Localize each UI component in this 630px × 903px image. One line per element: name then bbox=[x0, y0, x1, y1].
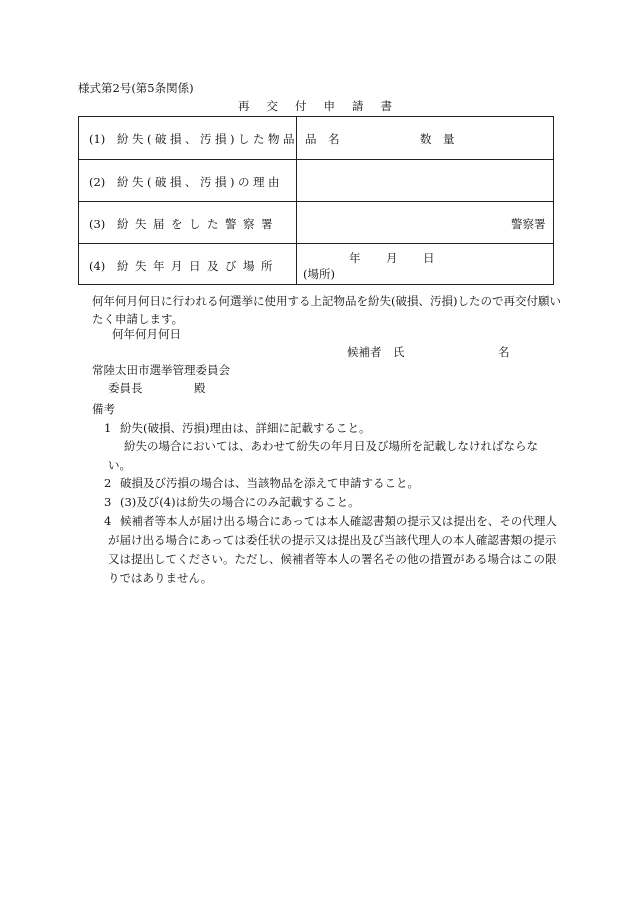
application-table bbox=[78, 116, 554, 285]
row-label-text: 紛失(破損、汚損)の理由 bbox=[117, 175, 283, 189]
table-row bbox=[79, 117, 553, 159]
request-date: 何年何月何日 bbox=[112, 327, 181, 341]
table-row bbox=[79, 159, 553, 202]
row-label bbox=[89, 131, 298, 147]
request-statement: 何年何月何日に行われる何選挙に使用する上記物品を紛失(破損、汚損)したので再交付願いたく申請します。 bbox=[92, 294, 561, 326]
remarks-heading: 備考 bbox=[92, 402, 115, 416]
remark-number: 4 bbox=[104, 514, 112, 528]
remark-number: 1 bbox=[104, 421, 112, 435]
row-label bbox=[89, 216, 279, 232]
day-label: 日 bbox=[423, 251, 435, 265]
row-number: (3) bbox=[89, 217, 106, 231]
committee-name: 常陸太田市選挙管理委員会 bbox=[92, 363, 230, 377]
remark-text: 候補者等本人が届け出る場合にあっては本人確認書類の提示又は提出を、その代理人が届け出る場合にあっては委任状の提示又は提出及び当該代理人の本人確認書類の提示又は提出してください。ただし、候補者等本人の署名その他の措置がある場合はこの限りではありません。 bbox=[108, 514, 557, 585]
month-label: 月 bbox=[386, 251, 398, 265]
remark-text: 紛失の場合においては、あわせて紛失の年月日及び場所を記載しなければならない。 bbox=[108, 439, 538, 472]
row-label-text: 紛失年月日及び場所 bbox=[117, 259, 279, 273]
remark-number: 2 bbox=[104, 476, 112, 490]
form-number: 様式第2号(第5条関係) bbox=[78, 81, 194, 95]
honorific: 殿 bbox=[194, 381, 206, 395]
row-label bbox=[89, 174, 283, 190]
row-number: (1) bbox=[89, 132, 106, 146]
police-station-suffix: 警察署 bbox=[511, 217, 546, 231]
row-label bbox=[89, 258, 279, 274]
remark-text: 紛失(破損、汚損)理由は、詳細に記載すること。 bbox=[120, 421, 371, 435]
remark-text: (3)及び(4)は紛失の場合にのみ記載すること。 bbox=[120, 495, 360, 509]
table-row bbox=[79, 201, 553, 244]
place-label: (場所) bbox=[303, 267, 335, 281]
candidate-name-suffix: 名 bbox=[498, 345, 510, 359]
row-number: (4) bbox=[89, 259, 106, 273]
row-label-text: 紛失(破損、汚損)した物品 bbox=[117, 132, 298, 146]
remark-number: 3 bbox=[104, 495, 112, 509]
page-title: 再交付申請書 bbox=[238, 99, 409, 113]
candidate-label: 候補者 氏 bbox=[347, 345, 405, 359]
remark-text: 破損及び汚損の場合は、当該物品を添えて申請すること。 bbox=[120, 476, 419, 490]
year-label: 年 bbox=[349, 251, 361, 265]
item-name-label: 品 名 bbox=[305, 132, 340, 146]
row-label-text: 紛失届をした警察署 bbox=[117, 217, 279, 231]
table-row bbox=[79, 243, 553, 286]
chairman-title: 委員長 bbox=[108, 381, 143, 395]
row-number: (2) bbox=[89, 175, 106, 189]
quantity-label: 数 量 bbox=[420, 132, 455, 146]
